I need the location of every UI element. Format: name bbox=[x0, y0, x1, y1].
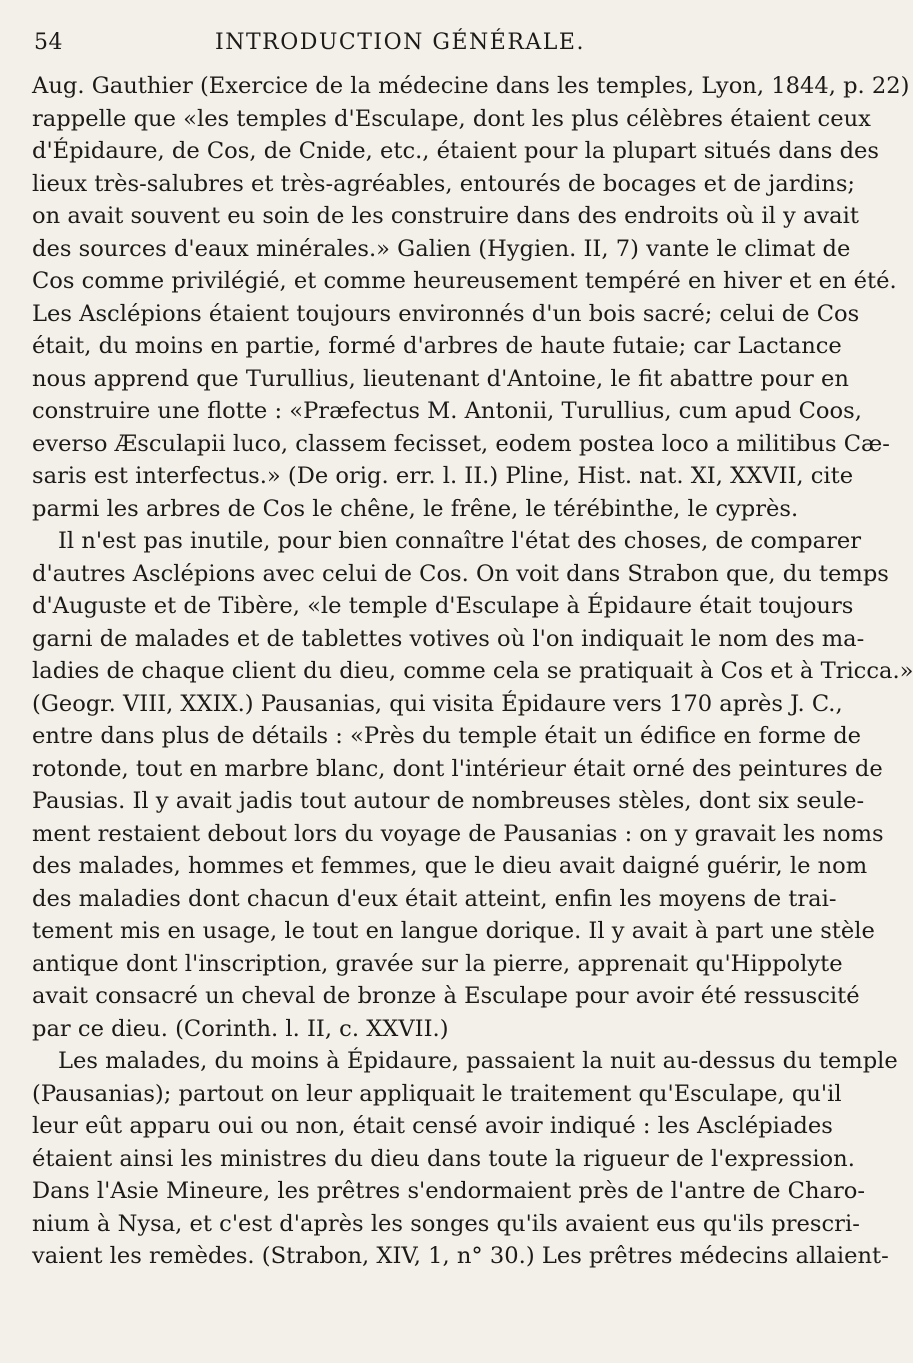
text-line: lieux très-salubres et très-agréables, entourés de bocages et de jardins; bbox=[32, 170, 856, 197]
text-line: Il n'est pas inutile, pour bien connaître l'état des choses, de comparer bbox=[58, 528, 862, 554]
text-line: des sources d'eaux minérales.» Galien (Hygien. II, 7) vante le climat de bbox=[32, 235, 851, 262]
text-line: rotonde, tout en marbre blanc, dont l'intérieur était orné des peintures de bbox=[32, 755, 883, 782]
page-header bbox=[34, 30, 766, 62]
text-line: garni de malades et de tablettes votives où l'on indiquait le nom des ma- bbox=[32, 625, 865, 652]
body-text bbox=[32, 70, 913, 1273]
text-line: par ce dieu. (Corinth. l. II, c. XXVII.) bbox=[32, 1015, 449, 1042]
text-line: ment restaient debout lors du voyage de Pausanias : on y gravait les noms bbox=[32, 820, 884, 847]
text-line: d'Auguste et de Tibère, «le temple d'Esculape à Épidaure était toujours bbox=[32, 593, 854, 619]
text-line: Dans l'Asie Mineure, les prêtres s'endormaient près de l'antre de Charo- bbox=[32, 1178, 866, 1204]
text-line: construire une flotte : «Præfectus M. Antonii, Turullius, cum apud Coos, bbox=[32, 398, 862, 424]
text-line: étaient ainsi les ministres du dieu dans toute la rigueur de l'expression. bbox=[32, 1145, 855, 1172]
text-line: leur eût apparu oui ou non, était censé avoir indiqué : les Asclépiades bbox=[32, 1113, 833, 1139]
text-line: Cos comme privilégié, et comme heureusement tempéré en hiver et en été. bbox=[32, 268, 897, 294]
text-line: Les malades, du moins à Épidaure, passaient la nuit au-dessus du temple bbox=[58, 1048, 898, 1074]
text-line: nium à Nysa, et c'est d'après les songes qu'ils avaient eus qu'ils prescri- bbox=[32, 1210, 860, 1237]
text-line: parmi les arbres de Cos le chêne, le frêne, le térébinthe, le cyprès. bbox=[32, 495, 799, 522]
text-line: on avait souvent eu soin de les construire dans des endroits où il y avait bbox=[32, 203, 859, 229]
text-line: avait consacré un cheval de bronze à Esculape pour avoir été ressuscité bbox=[32, 983, 860, 1009]
text-line: antique dont l'inscription, gravée sur la pierre, apprenait qu'Hippolyte bbox=[32, 950, 843, 977]
text-line: rappelle que «les temples d'Esculape, dont les plus célèbres étaient ceux bbox=[32, 105, 871, 132]
text-line: everso Æsculapii luco, classem fecisset, eodem postea loco a militibus Cæ- bbox=[32, 430, 890, 457]
text-line: des maladies dont chacun d'eux était atteint, enfin les moyens de trai- bbox=[32, 885, 837, 912]
text-line: était, du moins en partie, formé d'arbres de haute futaie; car Lactance bbox=[32, 333, 842, 359]
text-line: ladies de chaque client du dieu, comme cela se pratiquait à Cos et à Tricca.» bbox=[32, 658, 913, 684]
text-line: tement mis en usage, le tout en langue dorique. Il y avait à part une stèle bbox=[32, 918, 875, 944]
text-line: d'Épidaure, de Cos, de Cnide, etc., étaient pour la plupart situés dans des bbox=[32, 138, 880, 164]
page-number: 54 bbox=[34, 30, 63, 55]
text-line: Les Asclépions étaient toujours environnés d'un bois sacré; celui de Cos bbox=[32, 300, 860, 327]
text-line: des malades, hommes et femmes, que le dieu avait daigné guérir, le nom bbox=[32, 853, 868, 879]
text-line: saris est interfectus.» (De orig. err. l. II.) Pline, Hist. nat. XI, XXVII, cite bbox=[32, 463, 854, 489]
text-line: d'autres Asclépions avec celui de Cos. On voit dans Strabon que, du temps bbox=[32, 560, 889, 587]
text-line: (Pausanias); partout on leur appliquait le traitement qu'Esculape, qu'il bbox=[32, 1080, 842, 1107]
text-line: (Geogr. VIII, XXIX.) Pausanias, qui visita Épidaure vers 170 après J. C., bbox=[32, 690, 843, 717]
running-title: INTRODUCTION GÉNÉRALE. bbox=[215, 30, 585, 55]
text-line: Pausias. Il y avait jadis tout autour de nombreuses stèles, dont six seule- bbox=[32, 788, 865, 814]
text-line: nous apprend que Turullius, lieutenant d'Antoine, le fit abattre pour en bbox=[32, 365, 849, 392]
text-line: Aug. Gauthier (Exercice de la médecine dans les temples, Lyon, 1844, p. 22) bbox=[32, 73, 910, 99]
text-line: vaient les remèdes. (Strabon, XIV, 1, n° 30.) Les prêtres médecins allaient- bbox=[32, 1243, 889, 1269]
text-line: entre dans plus de détails : «Près du temple était un édifice en forme de bbox=[32, 723, 862, 749]
